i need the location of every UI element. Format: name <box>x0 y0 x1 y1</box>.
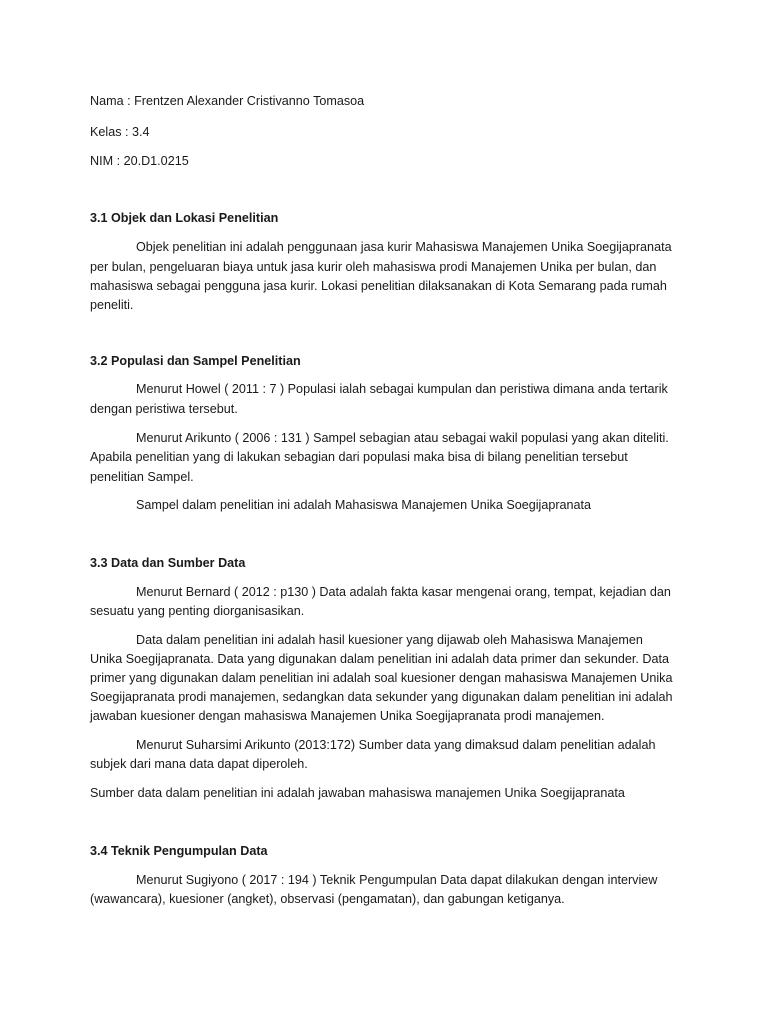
paragraph-line: Data dalam penelitian ini adalah hasil kuesioner yang dijawab oleh Mahasiswa Manajemen <box>136 633 643 647</box>
paragraph-line: Unika Soegijapranata. Data yang digunakan dalam penelitian ini adalah data primer dan sekunder. Data <box>90 652 669 666</box>
paragraph-line: Sumber data dalam penelitian ini adalah jawaban mahasiswa manajemen Unika Soegijapranata <box>90 786 625 800</box>
paragraph-line: Menurut Howel ( 2011 : 7 ) Populasi ialah sebagai kumpulan dan peristiwa dimana anda tertarik <box>136 382 668 396</box>
paragraph-line: subjek dari mana data dapat diperoleh. <box>90 757 308 771</box>
paragraph-line: Menurut Arikunto ( 2006 : 131 ) Sampel sebagian atau sebagai wakil populasi yang akan diteliti. <box>136 431 669 445</box>
section-heading-3-1: 3.1 Objek dan Lokasi Penelitian <box>90 211 279 225</box>
paragraph-line: penelitian Sampel. <box>90 470 194 484</box>
paragraph-line: primer yang digunakan dalam penelitian ini adalah soal kuesioner dengan mahasiswa Manajemen Unika <box>90 671 673 685</box>
paragraph-line: per bulan, pengeluaran biaya untuk jasa kurir oleh mahasiswa prodi Manajemen Unika per bulan, dan <box>90 260 657 274</box>
paragraph-line: Objek penelitian ini adalah penggunaan jasa kurir Mahasiswa Manajemen Unika Soegijapranata <box>136 240 672 254</box>
paragraph-line: (wawancara), kuesioner (angket), observasi (pengamatan), dan gabungan ketiganya. <box>90 892 565 906</box>
paragraph-line: Sampel dalam penelitian ini adalah Mahasiswa Manajemen Unika Soegijapranata <box>136 498 592 512</box>
student-class: Kelas : 3.4 <box>90 125 150 139</box>
section-heading-3-3: 3.3 Data dan Sumber Data <box>90 556 246 570</box>
paragraph-line: jawaban kuesioner dengan mahasiswa Manajemen Unika Soegijapranata prodi manajemen. <box>90 709 605 723</box>
paragraph-line: Apabila penelitian yang di lakukan sebagian dari populasi maka bisa di bilang penelitian tersebut <box>90 450 628 464</box>
paragraph-line: Menurut Bernard ( 2012 : p130 ) Data adalah fakta kasar mengenai orang, tempat, kejadian dan <box>136 585 671 599</box>
paragraph-line: mahasiswa sebagai pengguna jasa kurir. Lokasi penelitian dilaksanakan di Kota Semarang pada rumah <box>90 279 667 293</box>
section-heading-3-2: 3.2 Populasi dan Sampel Penelitian <box>90 354 301 368</box>
student-name: Nama : Frentzen Alexander Cristivanno Tomasoa <box>90 94 365 108</box>
paragraph-line: dengan peristiwa tersebut. <box>90 402 238 416</box>
student-nim: NIM : 20.D1.0215 <box>90 154 189 168</box>
paragraph-line: Menurut Suharsimi Arikunto (2013:172) Sumber data yang dimaksud dalam penelitian adalah <box>136 738 656 752</box>
paragraph-line: peneliti. <box>90 298 134 312</box>
paragraph-line: Soegijapranata prodi manajemen, sedangkan data sekunder yang digunakan dalam penelitian ini adalah <box>90 690 673 704</box>
paragraph-line: sesuatu yang penting diorganisasikan. <box>90 604 305 618</box>
section-heading-3-4: 3.4 Teknik Pengumpulan Data <box>90 844 268 858</box>
paragraph-line: Menurut Sugiyono ( 2017 : 194 ) Teknik Pengumpulan Data dapat dilakukan dengan interview <box>136 873 658 887</box>
